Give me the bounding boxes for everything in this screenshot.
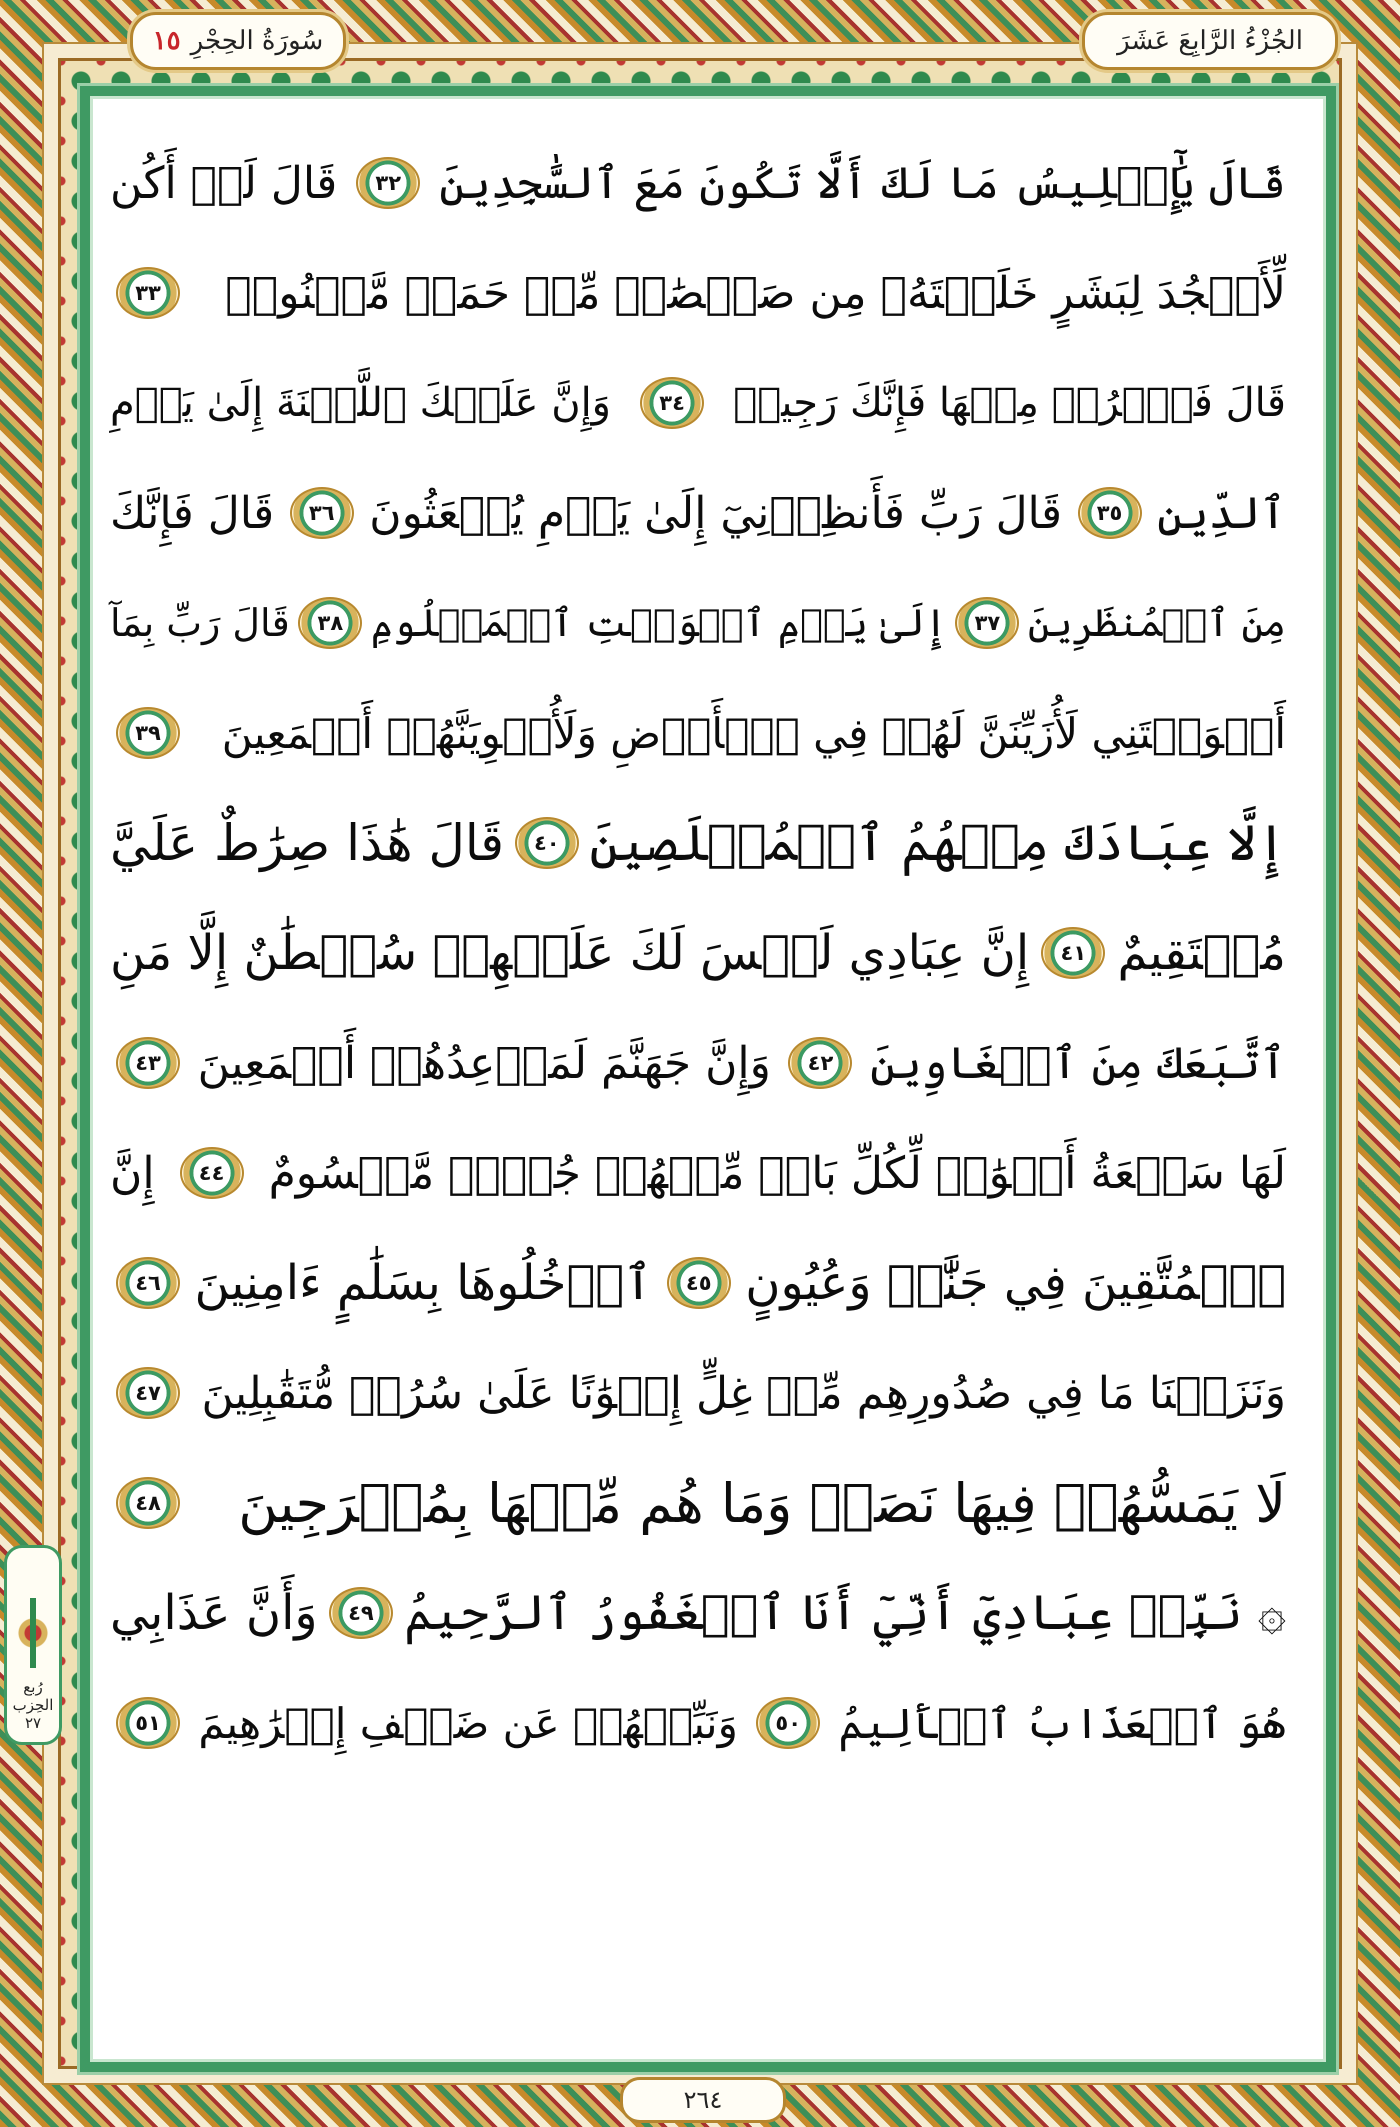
verse-text: ٱلدِّينِ (1157, 487, 1286, 539)
text-line (110, 458, 1286, 568)
text-line (110, 678, 1286, 788)
verse-text: وَنَبِّئۡهُمۡ عَن ضَيۡفِ إِبۡرَٰهِيمَ (198, 1698, 738, 1748)
verse-text: ٱلۡمُتَّقِينَ فِي جَنَّٰتٖ وَعُيُونٍ (745, 1255, 1286, 1311)
verse-text: إِنَّ (110, 1147, 155, 1199)
text-line (110, 1228, 1286, 1338)
ayah-number-marker: ٣٦ (290, 487, 354, 539)
verse-text: مِنَ ٱلۡمُنظَرِينَ (1027, 601, 1286, 645)
verse-text: ۞ نَبِّئۡ عِبَادِيٓ أَنِّيٓ أَنَا ٱلۡغَفُورُ ٱلرَّحِيمُ (404, 1585, 1286, 1641)
ayah-number-marker: ٤٤ (180, 1147, 244, 1199)
text-line (110, 1338, 1286, 1448)
ayah-number-marker: ٤٣ (116, 1037, 180, 1089)
hizb-label-1: رُبع (23, 1678, 43, 1696)
ayah-number-marker: ٤٧ (116, 1367, 180, 1419)
verse-text: قَالَ رَبِّ بِمَآ (110, 601, 290, 645)
verse-text: قَالَ رَبِّ فَأَنظِرۡنِيٓ إِلَىٰ يَوۡمِ يُبۡعَثُونَ (369, 487, 1062, 539)
ayah-number-marker: ٣٨ (298, 597, 362, 649)
text-line (110, 568, 1286, 678)
verse-text: قَالَ هَٰذَا صِرَٰطٌ عَلَيَّ (110, 814, 504, 872)
ayah-number-marker: ٣٩ (116, 707, 180, 759)
juz-label: الجُزْءُ الرَّابِعَ عَشَرَ (1117, 26, 1303, 56)
verse-text: قَالَ لَمۡ أَكُن (110, 157, 338, 209)
verse-text: وَأَنَّ عَذَابِي (110, 1585, 318, 1641)
ayah-number-marker: ٥٠ (756, 1697, 820, 1749)
text-line (110, 1558, 1286, 1668)
verse-text: لِّأَسۡجُدَ لِبَشَرٍ خَلَقۡتَهُۥ مِن صَلۡصَٰلٖ مِّنۡ حَمَإٖ مَّسۡنُونٖ (225, 267, 1286, 319)
verse-text: إِلَّا عِبَادَكَ مِنۡهُمُ ٱلۡمُخۡلَصِينَ (589, 814, 1286, 872)
ayah-number-marker: ٤٢ (788, 1037, 852, 1089)
ayah-number-marker: ٣٢ (356, 157, 420, 209)
text-line (110, 1118, 1286, 1228)
text-line (110, 348, 1286, 458)
ayah-number-marker: ٣٥ (1078, 487, 1142, 539)
ayah-number-marker: ٤٥ (667, 1257, 731, 1309)
text-line (110, 128, 1286, 238)
ayah-number-marker: ٤١ (1041, 927, 1105, 979)
text-line (110, 1668, 1286, 1778)
ayah-number-marker: ٤٠ (515, 817, 579, 869)
verse-text: قَالَ فَٱخۡرُجۡ مِنۡهَا فَإِنَّكَ رَجِيمٞ (733, 380, 1286, 426)
page-number-label: ٢٦٤ (683, 2086, 723, 2114)
quran-text-lines (110, 128, 1286, 1778)
surah-number: ١٥ (152, 26, 181, 56)
ayah-number-marker: ٣٣ (116, 267, 180, 319)
verse-text: أَغۡوَيۡتَنِي لَأُزَيِّنَنَّ لَهُمۡ فِي ٱلۡأَرۡضِ وَلَأُغۡوِيَنَّهُمۡ أَجۡمَعِينَ (221, 708, 1286, 758)
hizb-number: ٢٧ (24, 1714, 42, 1732)
hizb-label-2: الحِزب (12, 1696, 54, 1714)
verse-text: لَهَا سَبۡعَةُ أَبۡوَٰبٖ لِّكُلِّ بَابٖ مِّنۡهُمۡ جُزۡءٞ مَّقۡسُومٌ (268, 1147, 1286, 1199)
page-number (620, 2077, 786, 2123)
verse-text: وَإِنَّ عَلَيۡكَ ٱللَّعۡنَةَ إِلَىٰ يَوۡمِ (110, 380, 611, 426)
verse-text: مُسۡتَقِيمٌ (1117, 925, 1286, 981)
verse-text: قَالَ يَٰٓإِبۡلِيسُ مَا لَكَ أَلَّا تَكُونَ مَعَ ٱلسَّٰجِدِينَ (439, 157, 1286, 209)
ayah-number-marker: ٥١ (116, 1697, 180, 1749)
ayah-number-marker: ٤٩ (329, 1587, 393, 1639)
text-line (110, 1008, 1286, 1118)
verse-text: ٱتَّبَعَكَ مِنَ ٱلۡغَاوِينَ (870, 1037, 1286, 1089)
ayah-number-marker: ٣٧ (955, 597, 1019, 649)
rub-el-hizb-marker (4, 1545, 62, 1745)
verse-text: وَنَزَعۡنَا مَا فِي صُدُورِهِم مِّنۡ غِلٍّ إِخۡوَٰنًا عَلَىٰ سُرُرٖ مُّتَقَٰبِلِينَ (201, 1367, 1286, 1419)
text-line (110, 1448, 1286, 1558)
ayah-number-marker: ٣٤ (640, 377, 704, 429)
text-line (110, 788, 1286, 898)
verse-text: إِنَّ عِبَادِي لَيۡسَ لَكَ عَلَيۡهِمۡ سُلۡطَٰنٌ إِلَّا مَنِ (110, 925, 1030, 981)
verse-text: ٱدۡخُلُوهَا بِسَلَٰمٍ ءَامِنِينَ (194, 1255, 653, 1311)
verse-text: قَالَ فَإِنَّكَ (110, 487, 275, 539)
hizb-ornament-icon (18, 1598, 48, 1668)
text-line (110, 898, 1286, 1008)
text-line (110, 238, 1286, 348)
verse-text: إِلَىٰ يَوۡمِ ٱلۡوَقۡتِ ٱلۡمَعۡلُومِ (370, 601, 947, 645)
juz-badge (1082, 12, 1338, 70)
ayah-number-marker: ٤٨ (116, 1477, 180, 1529)
surah-name: سُورَةُ الحِجْرِ (190, 26, 324, 56)
verse-text: هُوَ ٱلۡعَذَابُ ٱلۡأَلِيمُ (838, 1698, 1286, 1748)
verse-text: وَإِنَّ جَهَنَّمَ لَمَوۡعِدُهُمۡ أَجۡمَعِينَ (197, 1037, 771, 1089)
ayah-number-marker: ٤٦ (116, 1257, 180, 1309)
surah-badge (130, 12, 346, 70)
verse-text: لَا يَمَسُّهُمۡ فِيهَا نَصَبٞ وَمَا هُم مِّنۡهَا بِمُخۡرَجِينَ (238, 1471, 1286, 1535)
